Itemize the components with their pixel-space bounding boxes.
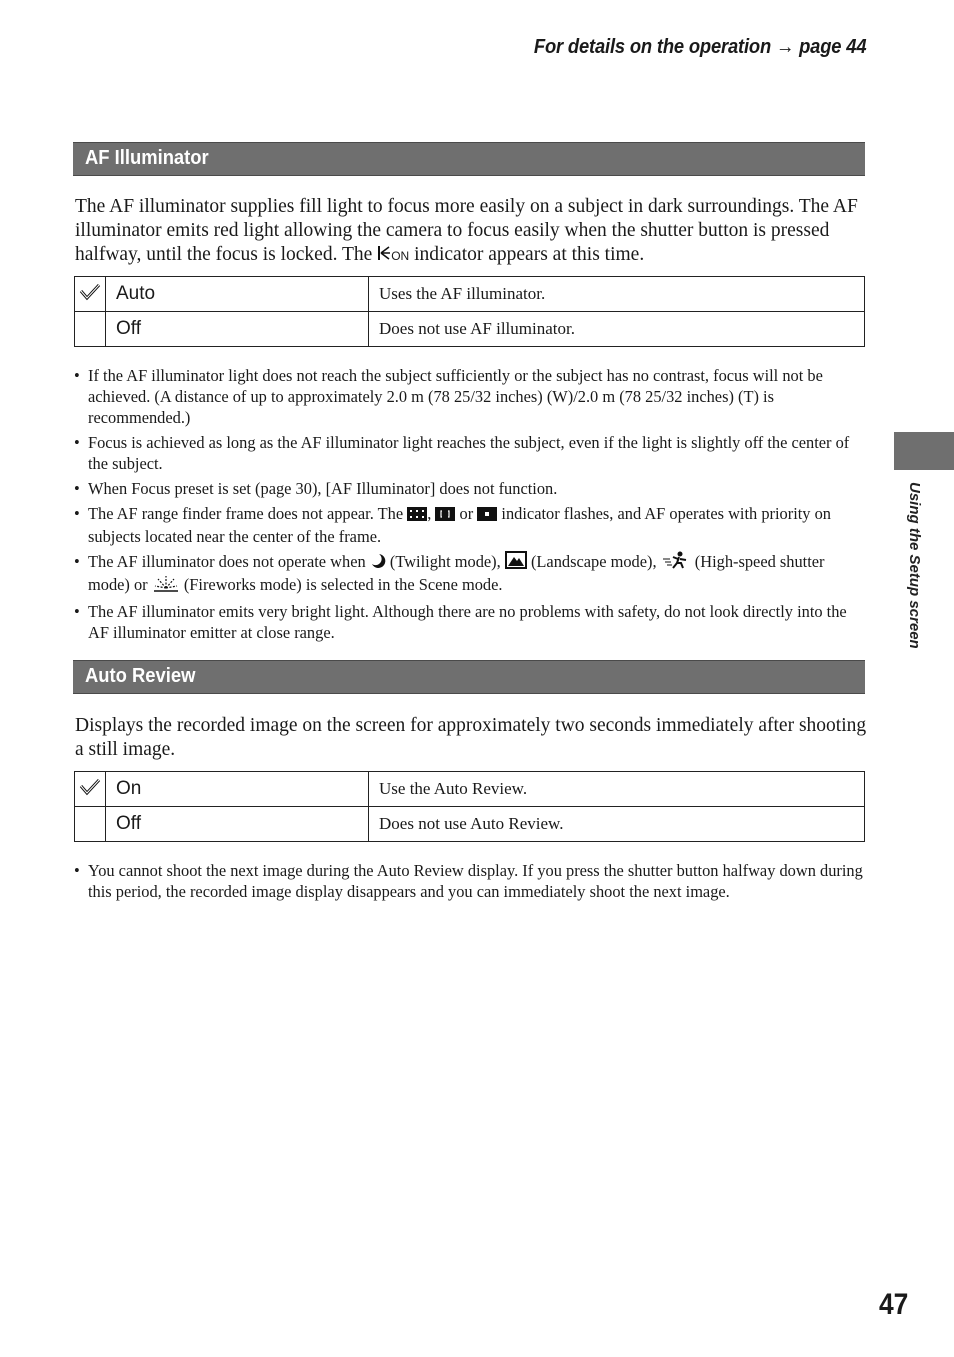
list-item: • You cannot shoot the next image during the Auto Review display. If you press the shutter button halfway down during this period, the recorded image display disappears and you can immediately shoot the next image.: [74, 860, 864, 902]
option-description: Use the Auto Review.: [369, 772, 865, 807]
twilight-mode-icon: [370, 553, 386, 574]
option-description: Does not use AF illuminator.: [369, 312, 865, 347]
auto-review-options-table: [74, 771, 865, 842]
default-check-cell: [75, 277, 106, 312]
center-af-icon: [435, 505, 455, 526]
default-check-icon: [79, 778, 101, 801]
page-reference: [534, 36, 866, 59]
arrow-icon: →: [775, 36, 794, 58]
table-row: [75, 277, 865, 312]
high-speed-shutter-icon: [661, 551, 691, 574]
empty-check-cell: [75, 807, 106, 842]
chapter-tab: [894, 432, 954, 470]
spot-af-icon: [477, 505, 497, 526]
auto-review-heading-bar: [73, 660, 865, 694]
af-indicator-on-text: ON: [391, 249, 410, 263]
empty-check-cell: [75, 312, 106, 347]
fireworks-mode-icon: [152, 574, 180, 597]
option-label: Off: [106, 807, 369, 842]
option-label: Off: [106, 312, 369, 347]
list-item: • If the AF illuminator light does not reach the subject sufficiently or the subject has no contrast, focus will not be achieved. (A distance of up to approximately 2.0 m (78 25/32 inches) (W)/2.0 m (78 25/32 inches) (T) is recommended.): [74, 365, 864, 428]
af-illuminator-intro: The AF illuminator supplies fill light to focus more easily on a subject in dark surroundings. The AF illuminator emits red light allowing the camera to focus easily when the shutter button is pressed halfway, until the focus is locked. The ON indicator appears at this time.: [75, 195, 867, 268]
default-check-cell: [75, 772, 106, 807]
list-item: • The AF range finder frame does not appear. The , or indicator flashes, and AF operates with priority on subjects located near the center of the frame.: [74, 503, 864, 547]
list-item: • The AF illuminator emits very bright light. Although there are no problems with safety, do not look directly into the AF illuminator emitter at close range.: [74, 601, 864, 643]
auto-review-notes: [74, 860, 864, 906]
af-illuminator-heading-bar: [73, 142, 865, 176]
list-item: • Focus is achieved as long as the AF illuminator light reaches the subject, even if the light is slightly off the center of the subject.: [74, 432, 864, 474]
reference-page: page 44: [798, 36, 866, 58]
auto-review-heading: Auto Review: [85, 665, 196, 687]
option-description: Does not use Auto Review.: [369, 807, 865, 842]
table-row: [75, 312, 865, 347]
af-illuminator-notes: [74, 365, 864, 647]
list-item: • When Focus preset is set (page 30), [AF Illuminator] does not function.: [74, 478, 864, 499]
option-label: Auto: [106, 277, 369, 312]
reference-text: For details on the operation: [533, 36, 771, 58]
chapter-side-label: Using the Setup screen: [906, 482, 923, 649]
landscape-mode-icon: [505, 551, 527, 574]
table-row: [75, 807, 865, 842]
option-description: Uses the AF illuminator.: [369, 277, 865, 312]
af-illuminator-heading: AF Illuminator: [85, 147, 209, 169]
page-number: 47: [878, 1288, 908, 1321]
af-illuminator-indicator-icon: [377, 244, 391, 268]
default-check-icon: [79, 283, 101, 306]
auto-review-intro: Displays the recorded image on the screen for approximately two seconds immediately after shooting a still image.: [75, 715, 867, 760]
option-label: On: [106, 772, 369, 807]
af-illuminator-options-table: [74, 276, 865, 347]
list-item: • The AF illuminator does not operate when (Twilight mode), (Landscape mode), (High-speed shutter mode) or (Fireworks mode) is selected in the Scene mode.: [74, 551, 864, 597]
multi-point-af-icon: [407, 505, 427, 526]
table-row: [75, 772, 865, 807]
